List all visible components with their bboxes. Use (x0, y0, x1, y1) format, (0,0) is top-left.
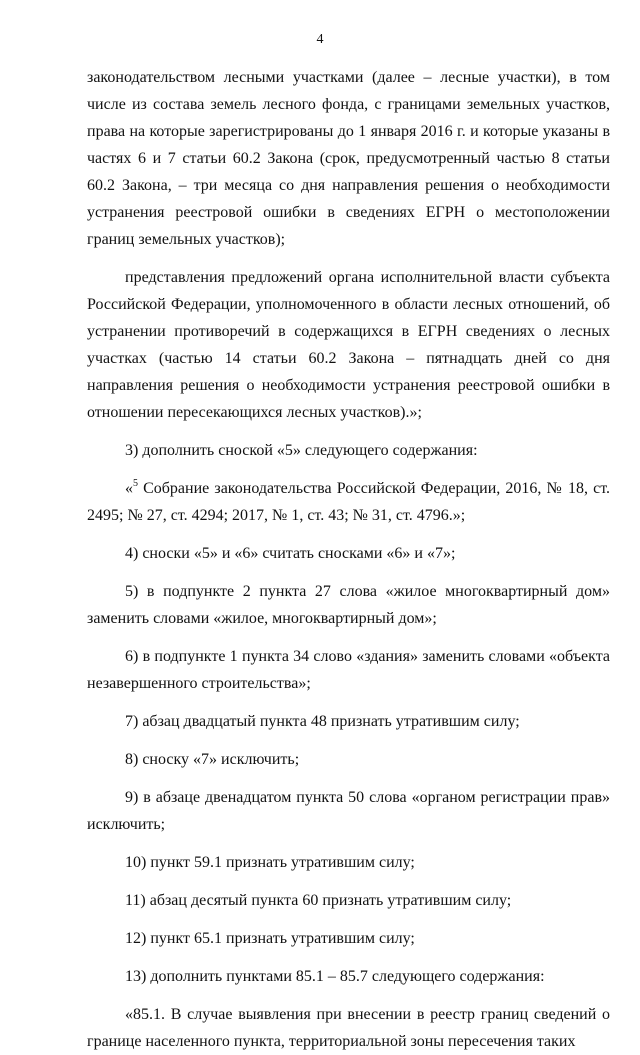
footnote-marker: 5 (133, 478, 138, 489)
paragraph-1: законодательством лесными участками (далее – лесные участки), в том числе из состава земель лесного фонда, с границами земельных участков, права на которые зарегистрированы до 1 января 2016 г. и которые указаны в частях 6 и 7 статьи 60.2 Закона (срок, предусмотренный частью 8 статьи 60.2 Закона, – три месяца со дня направления решения о необходимости устранения реестровой ошибки в сведениях ЕГРН о местоположении границ земельных участков); (87, 69, 610, 248)
paragraph-9: 8) сноску «7» исключить; (125, 751, 300, 768)
paragraph-13: 12) пункт 65.1 признать утратившим силу; (125, 930, 415, 947)
paragraph-2: представления предложений органа исполнительной власти субъекта Российской Федерации, уполномоченного в области лесных отношений, об устранении противоречий в содержащихся в ЕГРН сведениях о лесных участках (частью 14 статьи 60.2 Закона – пятнадцать дней со дня направления решения о необходимости устранения реестровой ошибки в отношении пересекающихся лесных участков).»; (87, 269, 610, 421)
paragraph-8: 7) абзац двадцатый пункта 48 признать утратившим силу; (125, 713, 520, 730)
paragraph-3: 3) дополнить сноской «5» следующего содержания: (125, 442, 478, 459)
paragraph-10: 9) в абзаце двенадцатом пункта 50 слова «органом регистрации прав» исключить; (87, 789, 610, 833)
paragraph-5: 4) сноски «5» и «6» считать сносками «6» и «7»; (125, 545, 456, 562)
paragraph-14: 13) дополнить пунктами 85.1 – 85.7 следующего содержания: (125, 968, 545, 985)
footnote-text: Собрание законодательства Российской Федерации, 2016, № 18, ст. 2495; № 27, ст. 4294; 2017, № 1, ст. 43; № 31, ст. 4796.»; (87, 480, 610, 524)
paragraph-4-footnote (87, 475, 610, 529)
page-number: 4 (316, 32, 324, 47)
paragraph-6: 5) в подпункте 2 пункта 27 слова «жилое многоквартирный дом» заменить словами «жилое, многоквартирный дом»; (87, 583, 610, 627)
footnote-open-quote: « (125, 480, 133, 497)
paragraph-15: «85.1. В случае выявления при внесении в реестр границ сведений о границе населенного пункта, территориальной зоны пересечения таких (87, 1006, 610, 1050)
paragraph-12: 11) абзац десятый пункта 60 признать утратившим силу; (125, 892, 512, 909)
paragraph-7: 6) в подпункте 1 пункта 34 слово «здания» заменить словами «объекта незавершенного строительства»; (87, 648, 610, 692)
paragraph-11: 10) пункт 59.1 признать утратившим силу; (125, 854, 415, 871)
